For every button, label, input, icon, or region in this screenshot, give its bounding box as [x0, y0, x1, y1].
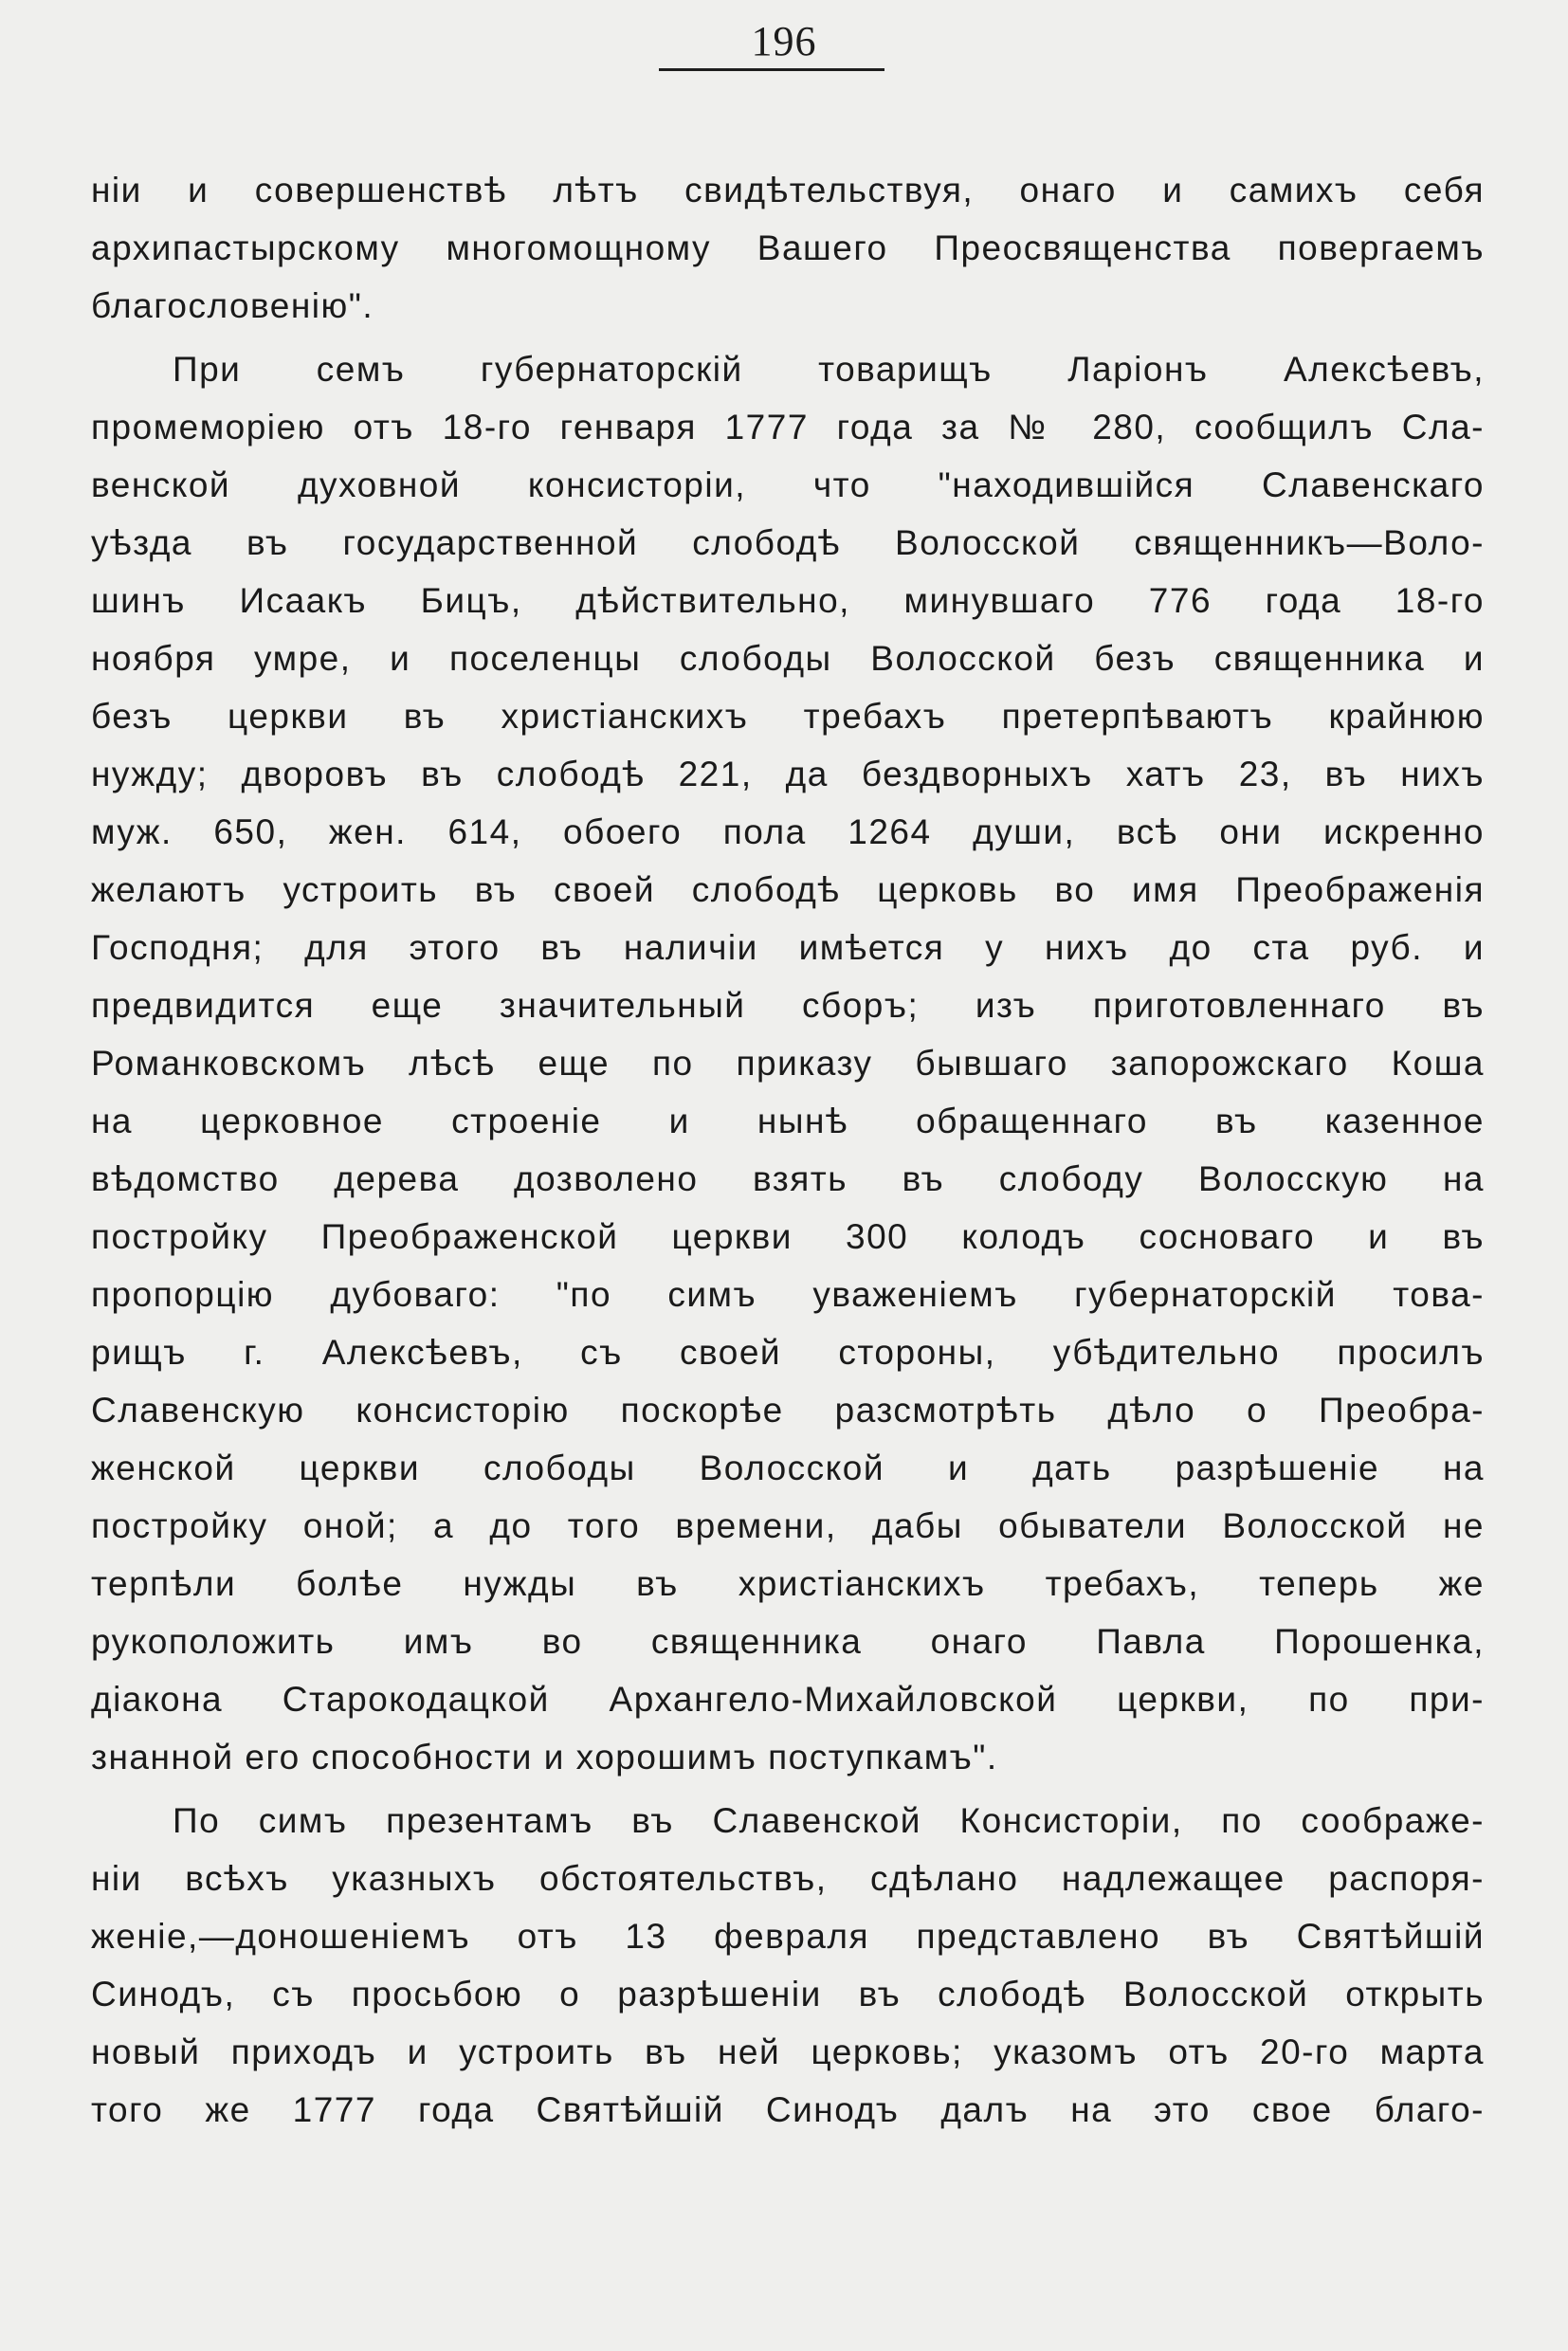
- text-line: Романковскомъ лѣсѣ еще по приказу бывшаго запорожскаго Коша: [91, 1044, 1485, 1083]
- text-line: промеморіею отъ 18-го генваря 1777 года за № 280, сообщилъ Сла-: [91, 408, 1485, 447]
- text-line: вѣдомство дерева дозволено взять въ слободу Волосскую на: [91, 1159, 1485, 1198]
- text-line: шинъ Исаакъ Бицъ, дѣйствительно, минувшаго 776 года 18-го: [91, 581, 1485, 620]
- text-line: пропорцію дубоваго: "по симъ уваженіемъ губернаторскій това-: [91, 1275, 1485, 1314]
- paragraph: [91, 161, 1485, 335]
- text-line: ноября умре, и поселенцы слободы Волосской безъ священника и: [91, 639, 1485, 678]
- text-line: Славенскую консисторію поскорѣе разсмотрѣть дѣло о Преобра-: [91, 1391, 1485, 1430]
- page-number: 196: [751, 18, 817, 64]
- text-line: женской церкви слободы Волосской и дать разрѣшеніе на: [91, 1449, 1485, 1487]
- text-line: того же 1777 года Святѣйшій Синодъ далъ на это свое благо-: [91, 2090, 1485, 2129]
- paragraph: [91, 340, 1485, 1786]
- page-number-rule: [659, 68, 884, 71]
- text-line: знанной его способности и хорошимъ поступкамъ".: [91, 1738, 998, 1777]
- text-line: постройку Преображенской церкви 300 колодъ сосноваго и въ: [91, 1217, 1485, 1256]
- text-line: женіе,—доношеніемъ отъ 13 февраля представлено въ Святѣйшій: [91, 1917, 1485, 1956]
- text-line: діакона Старокодацкой Архангело-Михайловской церкви, по при-: [91, 1680, 1485, 1719]
- text-line: ніи всѣхъ указныхъ обстоятельствъ, сдѣлано надлежащее распоря-: [91, 1859, 1485, 1898]
- text-line: желаютъ устроить въ своей слободѣ церковь во имя Преображенія: [91, 870, 1485, 909]
- text-line: благословенію".: [91, 286, 374, 325]
- text-line: архипастырскому многомощному Вашего Преосвященства повергаемъ: [91, 228, 1485, 267]
- text-line: Синодъ, съ просьбою о разрѣшеніи въ слободѣ Волосской открыть: [91, 1975, 1485, 2014]
- text-line: При семъ губернаторскій товарищъ Ларіонъ Алексѣевъ,: [173, 350, 1485, 389]
- text-line: безъ церкви въ христіанскихъ требахъ претерпѣваютъ крайнюю: [91, 697, 1485, 736]
- page-body-text: [91, 161, 1485, 2139]
- text-line: По симъ презентамъ въ Славенской Консисторіи, по соображе-: [173, 1801, 1485, 1840]
- text-line: Господня; для этого въ наличіи имѣется у нихъ до ста руб. и: [91, 928, 1485, 967]
- text-line: на церковное строеніе и нынѣ обращеннаго въ казенное: [91, 1102, 1485, 1140]
- text-line: муж. 650, жен. 614, обоего пола 1264 души, всѣ они искренно: [91, 812, 1485, 851]
- text-line: ніи и совершенствѣ лѣтъ свидѣтельствуя, онаго и самихъ себя: [91, 171, 1485, 210]
- text-line: венской духовной консисторіи, что "находившійся Славенскаго: [91, 465, 1485, 504]
- text-line: новый приходъ и устроить въ ней церковь; указомъ отъ 20-го марта: [91, 2032, 1485, 2071]
- text-line: нужду; дворовъ въ слободѣ 221, да бездворныхъ хатъ 23, въ нихъ: [91, 755, 1485, 793]
- text-line: рукоположить имъ во священника онаго Павла Порошенка,: [91, 1622, 1485, 1661]
- text-line: предвидится еще значительный сборъ; изъ приготовленнаго въ: [91, 986, 1485, 1025]
- text-line: терпѣли болѣе нужды въ христіанскихъ требахъ, теперь же: [91, 1564, 1485, 1603]
- text-line: рищъ г. Алексѣевъ, съ своей стороны, убѣдительно просилъ: [91, 1333, 1485, 1372]
- text-line: постройку оной; а до того времени, дабы обыватели Волосской не: [91, 1506, 1485, 1545]
- paragraph: [91, 1792, 1485, 2139]
- text-line: уѣзда въ государственной слободѣ Волосской священникъ—Воло-: [91, 523, 1485, 562]
